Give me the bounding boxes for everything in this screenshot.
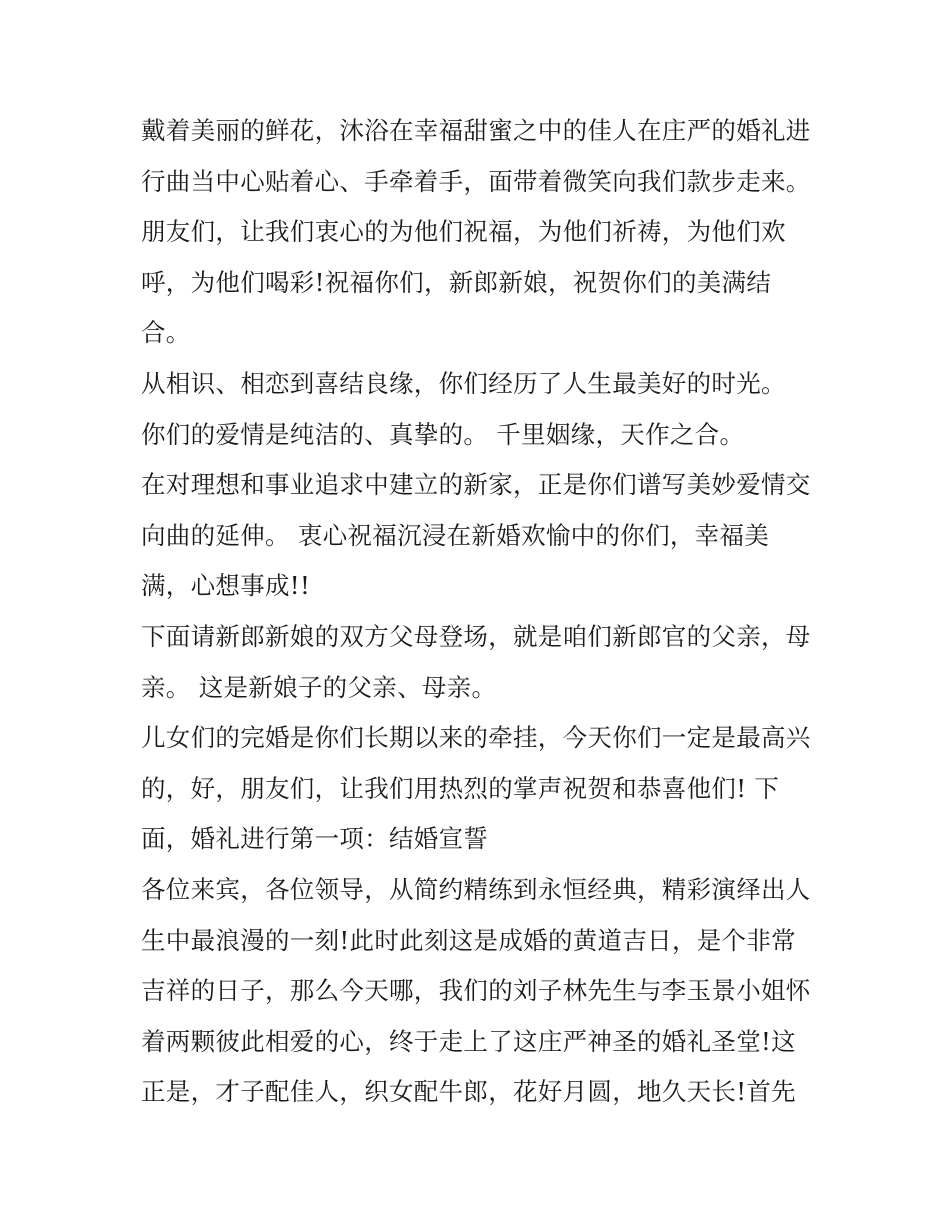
text-line: 儿女们的完婚是你们长期以来的牵挂，今天你们一定是最高兴 xyxy=(141,723,811,753)
text-line: 合。 xyxy=(141,318,191,348)
text-line: 从相识、相恋到喜结良缘，你们经历了人生最美好的时光。 xyxy=(141,368,786,398)
text-line: 的，好，朋友们，让我们用热烈的掌声祝贺和恭喜他们! 下 xyxy=(141,773,780,803)
text-line: 在对理想和事业追求中建立的新家，正是你们谱写美妙爱情交 xyxy=(141,470,811,500)
text-line: 行曲当中心贴着心、手牵着手，面带着微笑向我们款步走来。 xyxy=(141,166,811,196)
text-line: 吉祥的日子，那么今天哪，我们的刘子林先生与李玉景小姐怀 xyxy=(141,976,811,1006)
text-line: 戴着美丽的鲜花，沐浴在幸福甜蜜之中的佳人在庄严的婚礼进 xyxy=(141,116,811,145)
text-line: 面，婚礼进行第一项：结婚宣誓 xyxy=(141,824,489,854)
text-line: 正是，才子配佳人，织女配牛郎，花好月圆，地久天长!首先 xyxy=(141,1077,796,1107)
text-line: 朋友们，让我们衷心的为他们祝福，为他们祈祷，为他们欢 xyxy=(141,217,786,247)
text-line: 亲。 这是新娘子的父亲、母亲。 xyxy=(141,672,497,702)
text-line: 你们的爱情是纯洁的、真挚的。 千里姻缘，天作之合。 xyxy=(141,419,745,449)
text-line: 生中最浪漫的一刻!此时此刻这是成婚的黄道吉日，是个非常 xyxy=(141,925,796,955)
text-line: 呼，为他们喝彩!祝福你们，新郎新娘，祝贺你们的美满结 xyxy=(141,267,772,297)
text-line: 各位来宾，各位领导，从简约精练到永恒经典，精彩演绎出人 xyxy=(141,874,811,904)
text-line: 向曲的延伸。 衷心祝福沉浸在新婚欢愉中的你们，幸福美 xyxy=(141,520,770,550)
document-body xyxy=(141,106,841,1118)
text-line: 着两颗彼此相爱的心，终于走上了这庄严神圣的婚礼圣堂!这 xyxy=(141,1026,796,1056)
text-line: 满，心想事成!! xyxy=(141,571,311,601)
text-line: 下面请新郎新娘的双方父母登场，就是咱们新郎官的父亲，母 xyxy=(141,621,811,651)
